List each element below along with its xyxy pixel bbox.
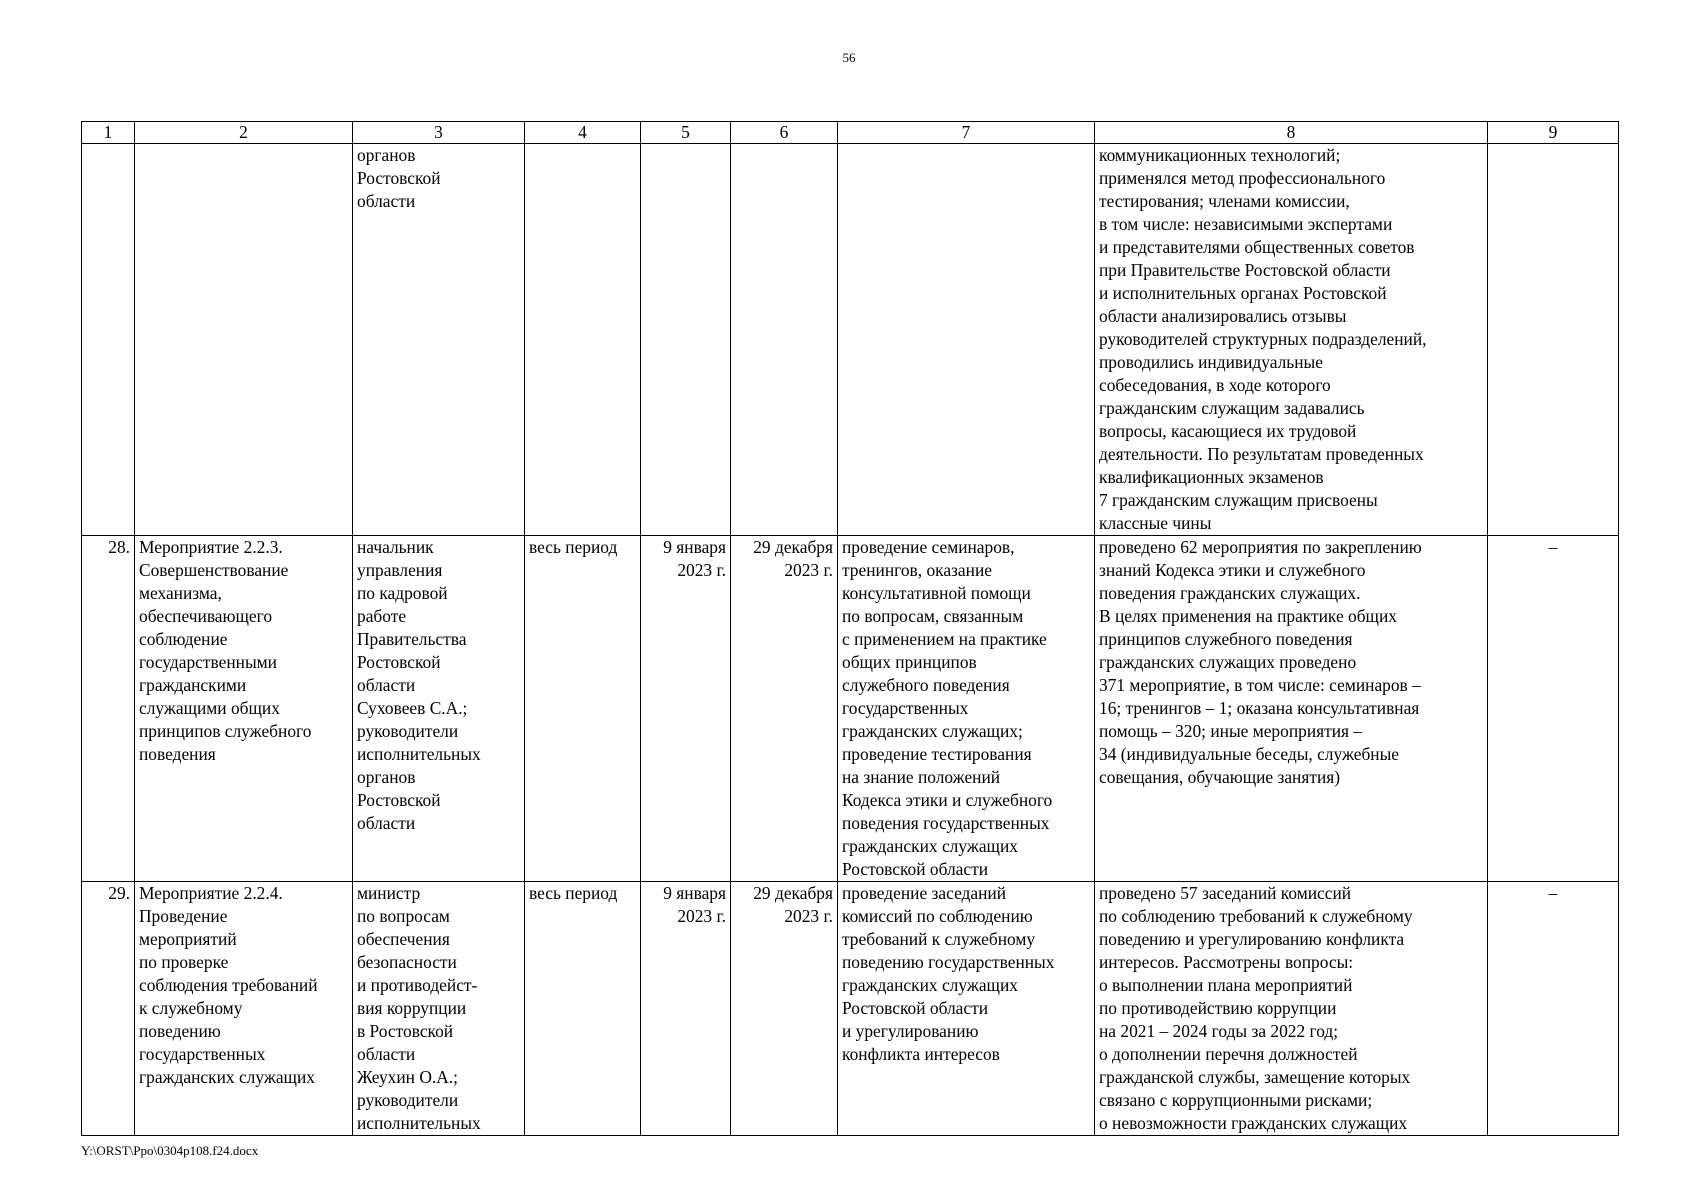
page-number: 56 [842,50,856,65]
actual-result-cell: проведено 62 мероприятия по закреплению знаний Кодекса этики и служебного поведения гражданских служащих. В целях применения на практике общих принципов служебного поведения гражданских служащих проведено 371 мероприятие, в том числе: семинаров – 16; тренингов – 1; оказана консультативная помощь – 320; иные мероприятия – 34 (индивидуальные беседы, служебные совещания, обучающие занятия) [1095,536,1488,882]
note-cell [1488,144,1619,536]
end-date-cell [731,144,838,536]
activity-cell: Мероприятие 2.2.4. Проведение мероприятий по проверке соблюдения требований к служебному поведению государственных гражданских служащих [135,882,353,1136]
column-header: 5 [641,122,731,144]
column-number-row [82,122,1619,144]
file-path-footer: Y:\ORST\Ppo\0304p108.f24.docx [81,1143,259,1158]
column-header: 7 [838,122,1095,144]
note-cell: – [1488,536,1619,882]
table-row [82,536,1619,882]
period-cell: весь период [525,882,641,1136]
expected-result-cell: проведение заседаний комиссий по соблюдению требований к служебному поведению государственных гражданских служащих Ростовской области и урегулированию конфликта интересов [838,882,1095,1136]
column-header: 9 [1488,122,1619,144]
row-number: 29. [82,882,135,1136]
expected-result-cell [838,144,1095,536]
end-date-cell: 29 декабря 2023 г. [731,536,838,882]
expected-result-cell: проведение семинаров, тренингов, оказание консультативной помощи по вопросам, связанным с применением на практике общих принципов служебного поведения государственных гражданских служащих; проведение тестирования на знание положений Кодекса этики и служебного поведения государственных гражданских служащих Ростовской области [838,536,1095,882]
activity-cell [135,144,353,536]
responsible-cell: министр по вопросам обеспечения безопасности и противодейст- вия коррупции в Ростовской области Жеухин О.А.; руководители исполнительных [353,882,525,1136]
row-number [82,144,135,536]
responsible-cell: органов Ростовской области [353,144,525,536]
column-header: 1 [82,122,135,144]
responsible-cell: начальник управления по кадровой работе Правительства Ростовской области Суховеев С.А.; руководители исполнительных органов Ростовской области [353,536,525,882]
start-date-cell: 9 января 2023 г. [641,536,731,882]
table-row [82,882,1619,1136]
report-table [81,121,1619,1136]
period-cell: весь период [525,536,641,882]
end-date-cell: 29 декабря 2023 г. [731,882,838,1136]
actual-result-cell: коммуникационных технологий; применялся метод профессионального тестирования; членами комиссии, в том числе: независимыми экспертами и представителями общественных советов при Правительстве Ростовской области и исполнительных органах Ростовской области анализировались отзывы руководителей структурных подразделений, проводились индивидуальные собеседования, в ходе которого гражданским служащим задавались вопросы, касающиеся их трудовой деятельности. По результатам проведенных квалификационных экзаменов 7 гражданским служащим присвоены классные чины [1095,144,1488,536]
table-row [82,144,1619,536]
start-date-cell [641,144,731,536]
period-cell [525,144,641,536]
actual-result-cell: проведено 57 заседаний комиссий по соблюдению требований к служебному поведению и урегулированию конфликта интересов. Рассмотрены вопросы: о выполнении плана мероприятий по противодействию коррупции на 2021 – 2024 годы за 2022 год; о дополнении перечня должностей гражданской службы, замещение которых связано с коррупционными рисками; о невозможности гражданских служащих [1095,882,1488,1136]
column-header: 6 [731,122,838,144]
start-date-cell: 9 января 2023 г. [641,882,731,1136]
column-header: 2 [135,122,353,144]
column-header: 4 [525,122,641,144]
row-number: 28. [82,536,135,882]
note-cell: – [1488,882,1619,1136]
column-header: 3 [353,122,525,144]
activity-cell: Мероприятие 2.2.3. Совершенствование механизма, обеспечивающего соблюдение государственными гражданскими служащими общих принципов служебного поведения [135,536,353,882]
column-header: 8 [1095,122,1488,144]
